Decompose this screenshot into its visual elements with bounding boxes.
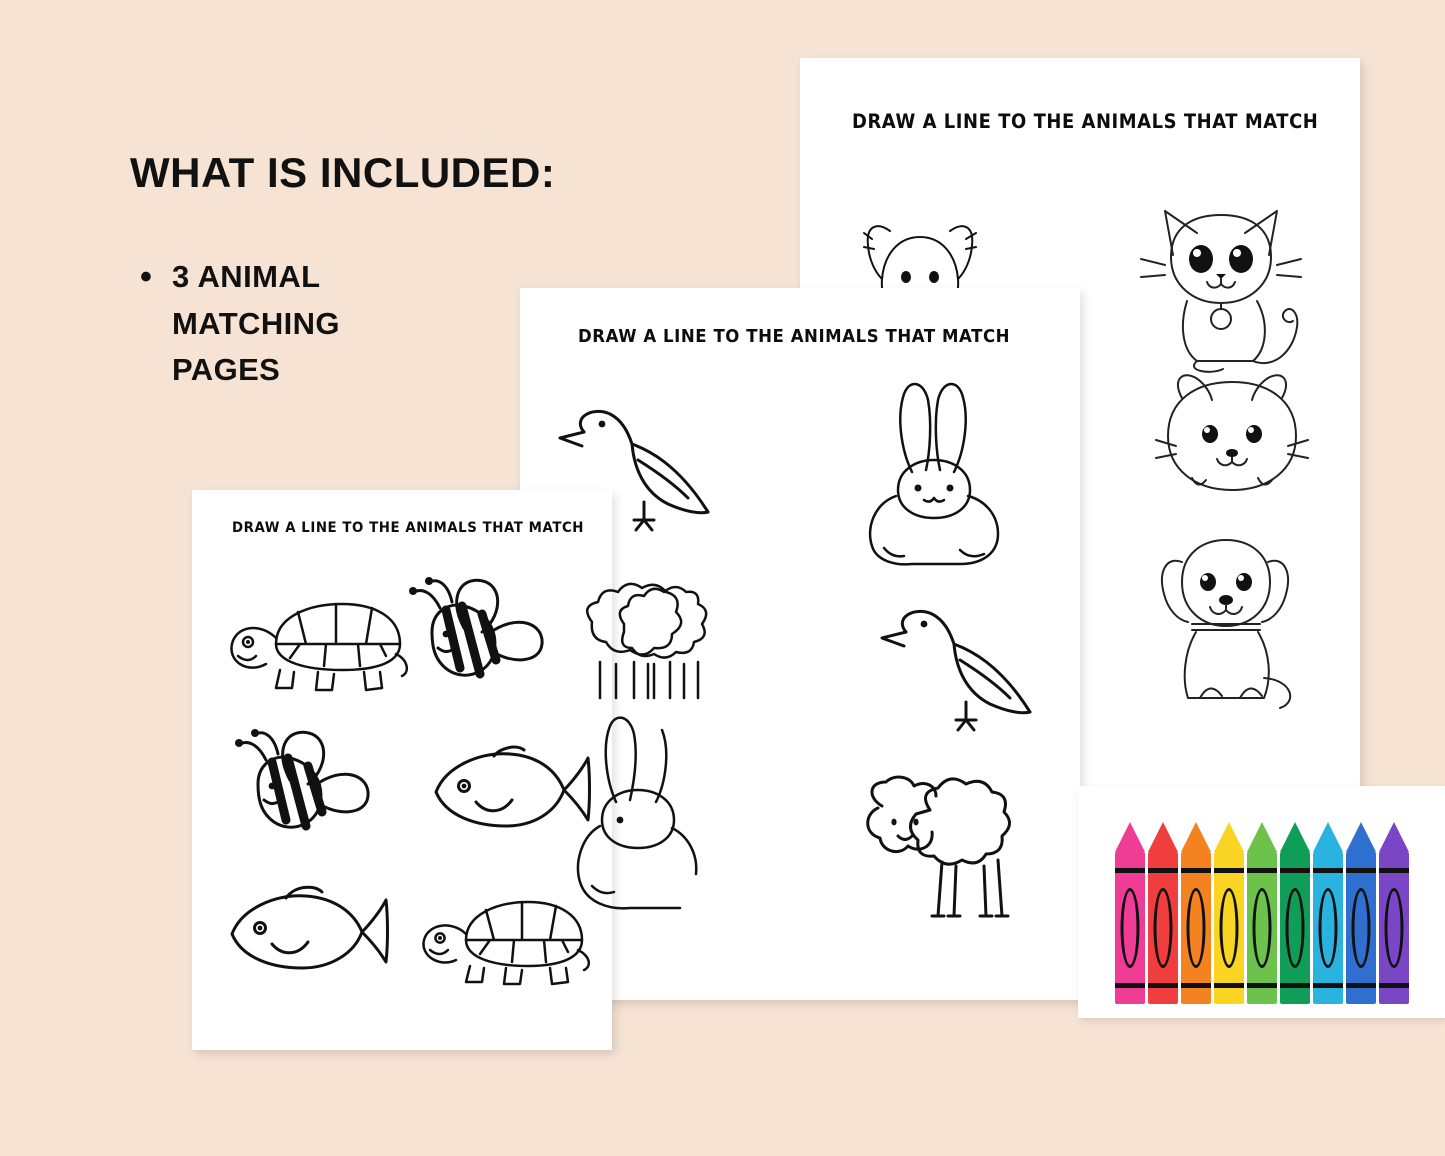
crayon-blue	[1346, 822, 1376, 1004]
crayon-pink	[1115, 822, 1145, 1004]
crayon-light-blue	[1313, 822, 1343, 1004]
animal-sheep	[838, 776, 1028, 956]
list-item: • 3 ANIMAL MATCHING PAGES	[172, 254, 442, 394]
crayon-yellow	[1214, 822, 1244, 1004]
animal-turtle	[214, 588, 414, 698]
animal-bee	[230, 722, 380, 862]
worksheet-title: DRAW A LINE TO THE ANIMALS THAT MATCH	[852, 110, 1319, 133]
animal-bee	[402, 572, 552, 702]
crayon-purple	[1379, 822, 1409, 1004]
crayon-strip	[1078, 786, 1445, 1018]
crayon-green	[1280, 822, 1310, 1004]
animal-guinea-pig	[1152, 358, 1312, 508]
animal-cat-kitten	[1135, 193, 1320, 383]
animal-rabbit	[572, 714, 702, 914]
worksheet-title: DRAW A LINE TO THE ANIMALS THAT MATCH	[232, 520, 585, 536]
animal-sheep	[570, 576, 690, 706]
animal-bird	[870, 598, 1040, 738]
animal-puppy	[1148, 528, 1318, 718]
worksheet-page-1[interactable]	[192, 490, 612, 1050]
worksheet-title: DRAW A LINE TO THE ANIMALS THAT MATCH	[578, 326, 1011, 347]
animal-fish	[424, 740, 594, 840]
animal-rabbit	[850, 378, 1020, 568]
animal-fish	[220, 878, 400, 988]
crayon-orange	[1181, 822, 1211, 1004]
crayon-red	[1148, 822, 1178, 1004]
page-title: WHAT IS INCLUDED:	[130, 149, 556, 196]
crayon-light-green	[1247, 822, 1277, 1004]
animal-turtle	[410, 888, 590, 988]
